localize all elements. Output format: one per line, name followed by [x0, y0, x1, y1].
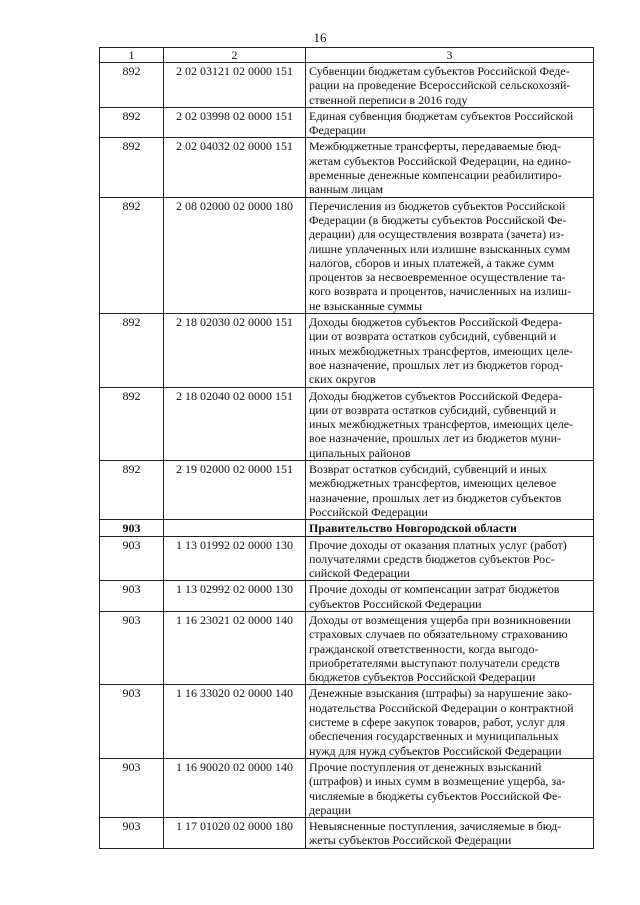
admin-code-cell: 892: [100, 63, 164, 108]
admin-code-cell: 903: [100, 611, 164, 684]
description-line: межбюджетных трансфертов, имеющих целевое: [309, 476, 557, 491]
header-col-3: 3: [306, 48, 594, 63]
description-line: ственной переписи в 2016 году: [309, 92, 468, 107]
description-cell: [306, 758, 594, 817]
admin-code-cell: 892: [100, 314, 164, 387]
description-line: Денежные взыскания (штрафы) за нарушение зако-: [309, 686, 573, 701]
table-row: [100, 685, 594, 758]
table-row: [100, 314, 594, 387]
description-line: лишне уплаченных или излишне взысканных сумм: [309, 241, 571, 256]
page-number: 16: [313, 30, 327, 45]
revenue-code-cell: 2 18 02030 02 0000 151: [164, 314, 306, 387]
description-line: Прочие доходы от оказания платных услуг (работ): [309, 537, 567, 552]
description-line: процентов за несвоевременное осуществление та-: [309, 270, 566, 285]
admin-code-cell: 903: [100, 520, 164, 536]
header-col-2: 2: [164, 48, 306, 63]
table-row: [100, 758, 594, 817]
revenue-code-cell: 1 16 90020 02 0000 140: [164, 758, 306, 817]
description-cell: [306, 536, 594, 581]
description-line: Прочие поступления от денежных взысканий: [309, 759, 542, 774]
revenue-code-cell: 2 19 02000 02 0000 151: [164, 461, 306, 520]
description-line: обеспечения государственных и муниципальных: [309, 729, 559, 744]
description-line: жетам субъектов Российской Федерации, на едино-: [309, 153, 572, 168]
revenue-code-cell: [164, 520, 306, 536]
table-row: [100, 197, 594, 313]
table-row: [100, 581, 594, 612]
table-header-row: [100, 48, 594, 63]
admin-code-cell: 892: [100, 107, 164, 138]
table-row: [100, 138, 594, 197]
description-line: Субвенции бюджетам субъектов Российской Феде-: [309, 64, 570, 78]
revenue-code-cell: 2 02 03121 02 0000 151: [164, 63, 306, 108]
description-line: ции от возврата остатков субсидий, субвенций и: [309, 329, 557, 344]
description-line: бюджетов субъектов Российской Федерации: [309, 670, 536, 685]
description-line: Невыясненные поступления, зачисляемые в бюд-: [309, 819, 562, 834]
table-row: [100, 818, 594, 849]
table-body: [100, 63, 594, 849]
admin-code-cell: 903: [100, 818, 164, 849]
description-cell: [306, 138, 594, 197]
description-cell: [306, 461, 594, 520]
description-line: Доходы бюджетов субъектов Российской Федера-: [309, 315, 563, 330]
description-cell: [306, 63, 594, 108]
description-cell: [306, 520, 594, 536]
description-line: кого возврата и процентов, начисленных на излиш-: [309, 284, 572, 299]
description-line: назначение, прошлых лет из бюджетов субъектов: [309, 490, 562, 505]
description-line: нодательства Российской Федерации о контрактной: [309, 700, 574, 715]
budget-codes-table: [99, 47, 594, 849]
table-row: [100, 107, 594, 138]
admin-code-cell: 892: [100, 138, 164, 197]
description-line: ских округов: [309, 372, 376, 387]
description-line: не взысканные суммы: [309, 298, 423, 313]
description-line: жеты субъектов Российской Федерации: [309, 833, 512, 848]
description-line: дерации: [309, 802, 352, 817]
description-line: (штрафов) и иных сумм в возмещение ущерба, за-: [309, 774, 566, 789]
description-line: Правительство Новгородской области: [309, 521, 517, 536]
admin-code-cell: 892: [100, 197, 164, 313]
description-line: числяемые в бюджеты субъектов Российской Фе-: [309, 788, 562, 803]
revenue-code-cell: 2 02 04032 02 0000 151: [164, 138, 306, 197]
description-line: получателями средств бюджетов субъектов Рос-: [309, 551, 555, 566]
description-line: ции от возврата остатков субсидий, субвенций и: [309, 402, 557, 417]
admin-code-cell: 892: [100, 461, 164, 520]
table-group-row: [100, 520, 594, 536]
revenue-code-cell: 1 17 01020 02 0000 180: [164, 818, 306, 849]
description-line: Возврат остатков субсидий, субвенций и иных: [309, 462, 547, 477]
description-line: иных межбюджетных трансфертов, имеющих целе-: [309, 343, 574, 358]
description-line: страховых случаев по обязательному страхованию: [309, 627, 568, 642]
description-cell: [306, 107, 594, 138]
description-line: Единая субвенция бюджетам субъектов Российской: [309, 108, 574, 123]
description-line: нужд для нужд субъектов Российской Федерации: [309, 743, 562, 758]
description-line: рации на проведение Всероссийской сельскохозяй-: [309, 78, 571, 93]
admin-code-cell: 903: [100, 581, 164, 612]
description-line: Федерации (в бюджеты субъектов Российской Фе-: [309, 212, 567, 227]
description-line: Российской Федерации: [309, 504, 428, 519]
description-line: иных межбюджетных трансфертов, имеющих целе-: [309, 417, 574, 432]
description-line: налогов, сборов и иных платежей, а также сумм: [309, 255, 555, 270]
description-line: Федерации: [309, 123, 366, 138]
table-row: [100, 611, 594, 684]
revenue-code-cell: 2 18 02040 02 0000 151: [164, 387, 306, 460]
description-line: Межбюджетные трансферты, передаваемые бюд-: [309, 139, 561, 154]
revenue-code-cell: 1 16 23021 02 0000 140: [164, 611, 306, 684]
description-line: Прочие доходы от компенсации затрат бюджетов: [309, 582, 560, 597]
table-row: [100, 387, 594, 460]
description-line: приобретателями выступают получатели средств: [309, 655, 560, 670]
revenue-code-cell: 2 08 02000 02 0000 180: [164, 197, 306, 313]
description-line: субъектов Российской Федерации: [309, 596, 482, 611]
description-cell: [306, 685, 594, 758]
description-line: временные денежные компенсации реабилитиро-: [309, 168, 562, 183]
admin-code-cell: 903: [100, 758, 164, 817]
admin-code-cell: 903: [100, 536, 164, 581]
description-line: сийской Федерации: [309, 566, 410, 581]
description-line: системе в сфере закупок товаров, работ, услуг для: [309, 715, 566, 730]
revenue-code-cell: 1 13 01992 02 0000 130: [164, 536, 306, 581]
description-line: дерации) для осуществления возврата (зачета) из-: [309, 227, 565, 242]
revenue-code-cell: 1 13 02992 02 0000 130: [164, 581, 306, 612]
description-cell: [306, 581, 594, 612]
description-line: Перечисления из бюджетов субъектов Российской: [309, 198, 566, 213]
header-col-1: 1: [100, 48, 164, 63]
description-line: вое назначение, прошлых лет из бюджетов город-: [309, 357, 563, 372]
description-line: вое назначение, прошлых лет из бюджетов муни-: [309, 431, 561, 446]
description-line: гражданской ответственности, когда выгодо-: [309, 641, 539, 656]
description-cell: [306, 197, 594, 313]
description-cell: [306, 611, 594, 684]
revenue-code-cell: 1 16 33020 02 0000 140: [164, 685, 306, 758]
table-row: [100, 63, 594, 108]
description-line: ванным лицам: [309, 182, 384, 197]
admin-code-cell: 892: [100, 387, 164, 460]
description-line: ципальных районов: [309, 445, 411, 460]
revenue-code-cell: 2 02 03998 02 0000 151: [164, 107, 306, 138]
table-row: [100, 461, 594, 520]
description-cell: [306, 314, 594, 387]
description-cell: [306, 387, 594, 460]
description-line: Доходы от возмещения ущерба при возникновении: [309, 612, 571, 627]
table-row: [100, 536, 594, 581]
description-cell: [306, 818, 594, 849]
admin-code-cell: 903: [100, 685, 164, 758]
description-line: Доходы бюджетов субъектов Российской Федера-: [309, 388, 563, 403]
